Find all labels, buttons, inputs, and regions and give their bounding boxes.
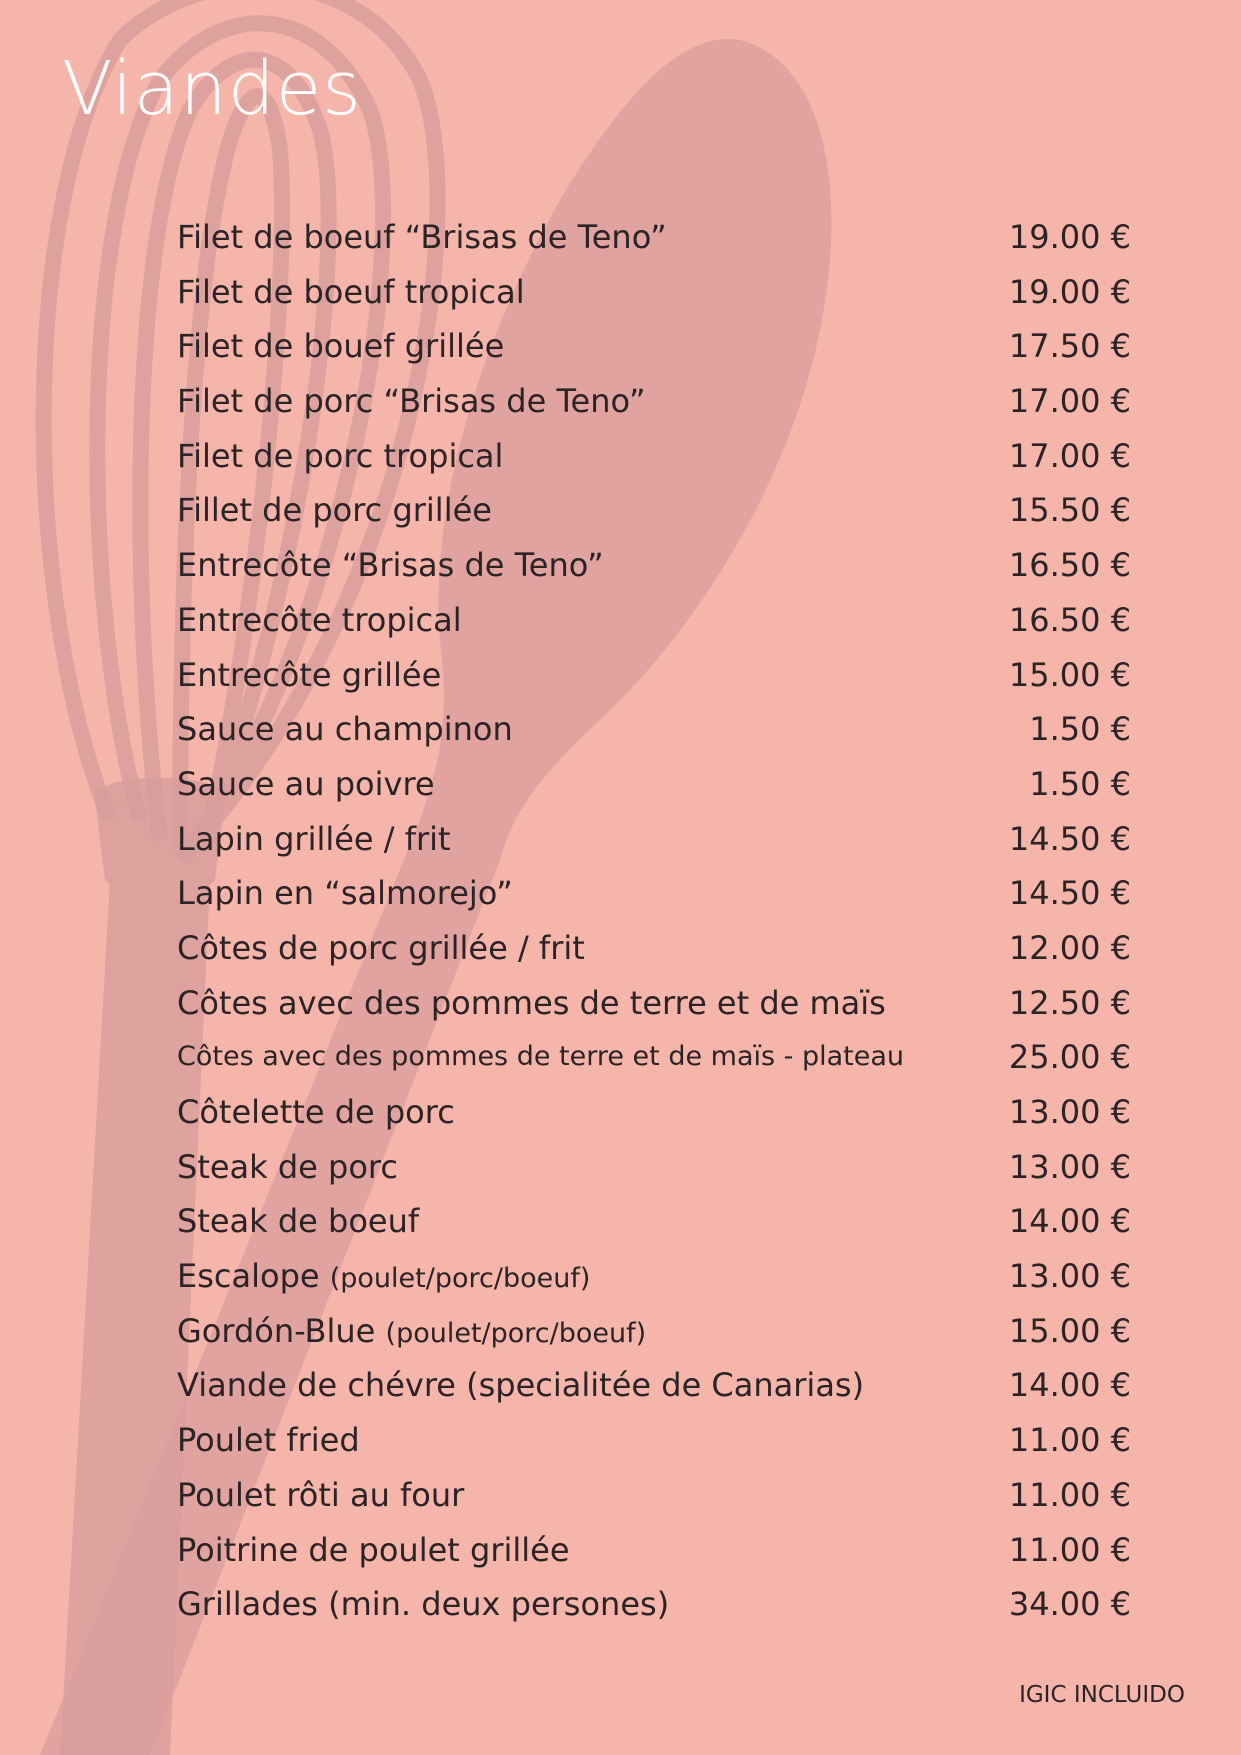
menu-item-price: 13.00 € bbox=[1008, 1257, 1131, 1296]
menu-item-name bbox=[177, 538, 604, 593]
menu-item-price: 14.00 € bbox=[1008, 1366, 1131, 1405]
menu-item-label: Poulet rôti au four bbox=[177, 1475, 465, 1514]
menu-item bbox=[177, 429, 1137, 484]
menu-item-price: 25.00 € bbox=[1008, 1038, 1131, 1077]
menu-item bbox=[177, 483, 1137, 538]
menu-item-label: Viande de chévre (specialitée de Canarias) bbox=[177, 1366, 865, 1405]
menu-item-price: 16.50 € bbox=[1008, 600, 1131, 639]
menu-item-price: 12.50 € bbox=[1008, 983, 1131, 1022]
menu-item-price: 11.00 € bbox=[1008, 1475, 1131, 1514]
menu-item-label: Steak de porc bbox=[177, 1147, 398, 1186]
menu-item-price: 14.50 € bbox=[1008, 874, 1131, 913]
menu-item-name bbox=[177, 757, 435, 812]
tax-note: IGIC INCLUIDO bbox=[1019, 1682, 1185, 1708]
menu-item-name bbox=[177, 1468, 464, 1523]
menu-item-label: Sauce au poivre bbox=[177, 764, 435, 803]
menu-item-label: Entrecôte grillée bbox=[177, 655, 442, 694]
menu-item-name bbox=[177, 921, 585, 976]
menu-item-label: Sauce au champinon bbox=[177, 710, 513, 749]
menu-item bbox=[177, 1413, 1137, 1468]
menu-item-name bbox=[177, 702, 513, 757]
menu-item-price: 17.50 € bbox=[1008, 327, 1131, 366]
menu-item bbox=[177, 921, 1137, 976]
menu-item-label: Côtes de porc grillée / frit bbox=[177, 928, 585, 967]
menu-item-label: Lapin grillée / frit bbox=[177, 819, 451, 858]
menu-item-name bbox=[177, 593, 462, 648]
menu-item-price: 19.00 € bbox=[1008, 272, 1131, 311]
menu-item-name bbox=[177, 429, 503, 484]
menu-item-label: Steak de boeuf bbox=[177, 1202, 420, 1241]
menu-item-label: Escalope bbox=[177, 1257, 320, 1296]
menu-item-name bbox=[177, 1085, 455, 1140]
menu-item-label: Poitrine de poulet grillée bbox=[177, 1530, 570, 1569]
menu-item bbox=[177, 1523, 1137, 1578]
menu-item bbox=[177, 976, 1137, 1031]
menu-item-name bbox=[177, 1194, 419, 1249]
menu-item-price: 12.00 € bbox=[1008, 928, 1131, 967]
menu-item-label: Entrecôte “Brisas de Teno” bbox=[177, 546, 604, 585]
menu-item-price: 16.50 € bbox=[1008, 546, 1131, 585]
menu-item-name bbox=[177, 483, 492, 538]
page-title: Viandes bbox=[62, 46, 362, 132]
menu-item-price: 15.00 € bbox=[1008, 655, 1131, 694]
menu-item-label: Côtes avec des pommes de terre et de maïs - plateau bbox=[177, 1041, 905, 1073]
menu-item-label: Fillet de porc grillée bbox=[177, 491, 492, 530]
menu-item-label: Côtes avec des pommes de terre et de maïs bbox=[177, 983, 886, 1022]
menu-item bbox=[177, 648, 1137, 703]
menu-item-name bbox=[177, 265, 525, 320]
menu-item-name bbox=[177, 319, 504, 374]
menu-item bbox=[177, 319, 1137, 374]
menu-item-price: 19.00 € bbox=[1008, 218, 1131, 256]
menu-item bbox=[177, 1194, 1137, 1249]
menu-item bbox=[177, 1140, 1137, 1195]
menu-item bbox=[177, 593, 1137, 648]
menu-item bbox=[177, 1249, 1137, 1304]
menu-item-name bbox=[177, 1304, 646, 1362]
menu-item-label: Entrecôte tropical bbox=[177, 600, 462, 639]
menu-item-price: 17.00 € bbox=[1008, 436, 1131, 475]
menu-item-label: Filet de bouef grillée bbox=[177, 327, 505, 366]
menu-item-label: Lapin en “salmorejo” bbox=[177, 874, 513, 913]
menu-item-price: 15.00 € bbox=[1008, 1311, 1131, 1350]
menu-item-label: Filet de porc “Brisas de Teno” bbox=[177, 382, 646, 421]
menu-item-name bbox=[177, 1358, 864, 1413]
menu-item bbox=[177, 1085, 1137, 1140]
menu-item bbox=[177, 1304, 1137, 1359]
menu-item-price: 13.00 € bbox=[1008, 1147, 1131, 1186]
menu-item bbox=[177, 538, 1137, 593]
menu-item-name bbox=[177, 374, 646, 429]
menu-item-price: 1.50 € bbox=[1029, 710, 1131, 749]
menu-item-name bbox=[177, 812, 451, 867]
menu-item-label: Filet de porc tropical bbox=[177, 436, 504, 475]
menu-item-name bbox=[177, 1140, 398, 1195]
menu-item-price: 14.50 € bbox=[1008, 819, 1131, 858]
menu-item-name bbox=[177, 1523, 570, 1578]
menu-item bbox=[177, 757, 1137, 812]
menu-item bbox=[177, 1577, 1137, 1632]
menu-item bbox=[177, 1358, 1137, 1413]
menu-item bbox=[177, 702, 1137, 757]
menu-item-name bbox=[177, 210, 667, 265]
menu-item-name bbox=[177, 1577, 669, 1632]
menu-item-detail: (poulet/porc/boeuf) bbox=[329, 1263, 591, 1295]
menu-item-price: 1.50 € bbox=[1029, 764, 1131, 803]
menu-item-name bbox=[177, 866, 513, 921]
menu-item bbox=[177, 812, 1137, 867]
menu-item-label: Filet de boeuf “Brisas de Teno” bbox=[177, 218, 667, 256]
menu-item-name bbox=[177, 1413, 360, 1468]
menu-item-name bbox=[177, 1249, 590, 1307]
menu-item-label: Côtelette de porc bbox=[177, 1093, 455, 1131]
menu-item-label: Poulet fried bbox=[177, 1421, 360, 1460]
menu-item-name bbox=[177, 648, 441, 703]
menu-item bbox=[177, 1468, 1137, 1523]
menu-item-detail: (poulet/porc/boeuf) bbox=[385, 1317, 647, 1349]
menu-item bbox=[177, 210, 1137, 265]
menu-item-price: 14.00 € bbox=[1008, 1202, 1131, 1241]
menu-item-label: Gordón-Blue bbox=[177, 1311, 376, 1350]
menu-item-price: 17.00 € bbox=[1008, 382, 1131, 421]
menu-list bbox=[177, 210, 1137, 1632]
menu-item-label: Grillades (min. deux persones) bbox=[177, 1585, 670, 1624]
menu-item-price: 11.00 € bbox=[1008, 1530, 1131, 1569]
menu-item-name bbox=[177, 976, 886, 1031]
menu-item-price: 13.00 € bbox=[1008, 1093, 1131, 1131]
menu-item bbox=[177, 265, 1137, 320]
menu-item-price: 34.00 € bbox=[1008, 1585, 1131, 1624]
menu-item-price: 11.00 € bbox=[1008, 1421, 1131, 1460]
menu-item bbox=[177, 374, 1137, 429]
menu-item-price: 15.50 € bbox=[1008, 491, 1131, 530]
menu-item bbox=[177, 1030, 1137, 1085]
menu-item-label: Filet de boeuf tropical bbox=[177, 272, 525, 311]
menu-item bbox=[177, 866, 1137, 921]
menu-item-name bbox=[177, 1030, 904, 1085]
